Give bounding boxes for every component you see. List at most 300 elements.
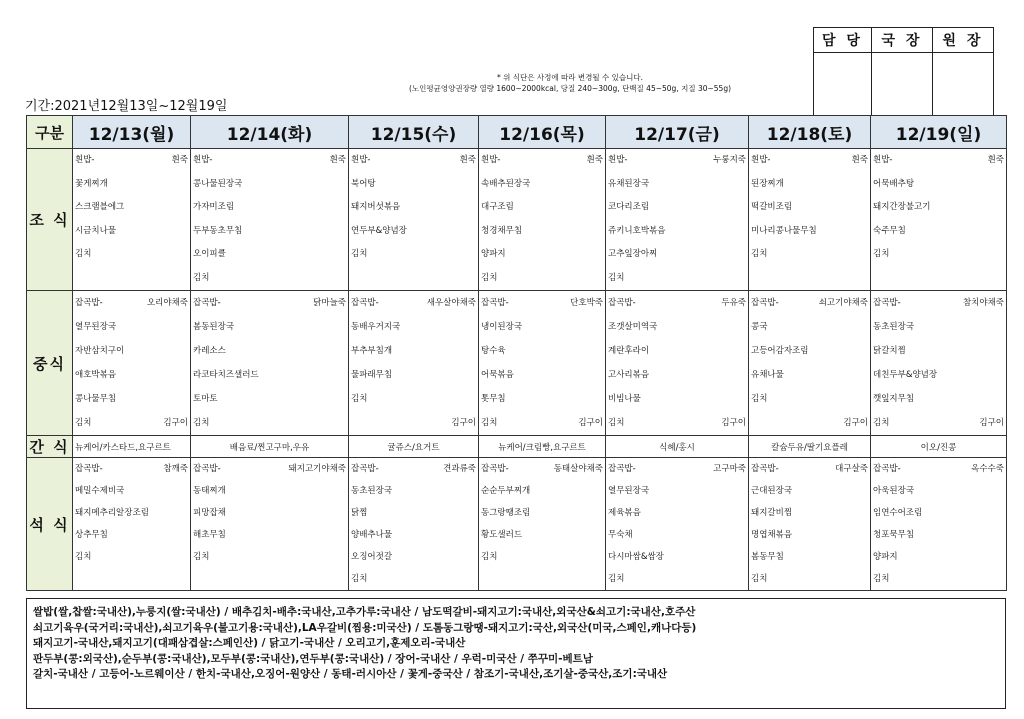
- snack-cell: 귤쥬스/요거트: [349, 436, 479, 458]
- menu-item: [871, 149, 1006, 173]
- menu-item: [479, 149, 605, 173]
- menu-item-text: 애호박볶음: [75, 370, 117, 380]
- menu-item-text: 스크램블에그: [75, 202, 125, 212]
- snack-cell: 이오/진콩: [871, 436, 1007, 458]
- day-header: 12/13(월): [73, 116, 191, 149]
- menu-item-alt: 견과류죽: [443, 464, 476, 474]
- menu-item: [749, 315, 870, 339]
- menu-item-alt: 쇠고기야채죽: [818, 298, 868, 308]
- menu-item-text: 메밀수제비국: [75, 486, 125, 496]
- menu-item: [871, 568, 1006, 590]
- menu-item-text: 김치: [481, 272, 498, 283]
- menu-item: [349, 173, 478, 197]
- menu-item-alt: 김구이: [843, 418, 868, 428]
- menu-item-alt: 흰죽: [459, 155, 476, 165]
- menu-item: [606, 315, 748, 339]
- menu-item: [73, 173, 190, 197]
- menu-item: [73, 196, 190, 220]
- menu-item-text: 황도샐러드: [481, 530, 523, 540]
- menu-item: [606, 267, 748, 291]
- menu-item-text: 탕수육: [481, 346, 506, 356]
- menu-item: [479, 196, 605, 220]
- menu-item: [871, 458, 1006, 480]
- menu-item: [349, 524, 478, 546]
- corner-header: 구분: [27, 116, 73, 149]
- menu-item-text: 명엽채볶음: [751, 530, 793, 540]
- approval-header-director: 국 장: [872, 28, 933, 53]
- notice: [330, 72, 810, 94]
- menu-item-text: 잡곡밥-: [751, 298, 779, 308]
- menu-item: [871, 315, 1006, 339]
- menu-item: [191, 149, 348, 173]
- menu-item-text: 청포묵무침: [873, 530, 915, 540]
- menu-item-text: 잡곡밥-: [873, 298, 901, 308]
- menu-item-text: 흰밥-: [608, 155, 628, 165]
- menu-item-alt: 흰죽: [987, 155, 1004, 165]
- menu-item-text: 양배추나물: [351, 530, 393, 540]
- menu-item-text: 유채나물: [751, 370, 784, 380]
- weekly-menu-table: [26, 115, 1007, 591]
- menu-item-text: 잡곡밥-: [193, 464, 221, 474]
- menu-item-text: 김치: [608, 272, 625, 283]
- menu-item-text: 잡곡밥-: [351, 298, 379, 308]
- menu-item: [606, 339, 748, 363]
- menu-item-alt: 흰죽: [586, 155, 603, 165]
- menu-item: [191, 458, 348, 480]
- menu-item-text: 무숙채: [608, 530, 633, 540]
- menu-item-text: 닭찜: [351, 508, 368, 518]
- menu-item-text: 된장찌개: [751, 178, 784, 189]
- menu-item-text: 자반삼치구이: [75, 346, 125, 356]
- menu-cell-lunch: [749, 291, 871, 436]
- menu-cell-dinner: [349, 458, 479, 591]
- menu-item-text: 잡곡밥-: [75, 464, 103, 474]
- origin-line: 쌀밥(쌀,찹쌀:국내산),누룽지(쌀:국내산) / 배추김치-배추:국내산,고추가루:국내산 / 남도떡갈비-돼지고기:국내산,외국산&쇠고기:국내산,호주산: [33, 606, 696, 618]
- menu-item: [73, 149, 190, 173]
- menu-item: [191, 524, 348, 546]
- menu-item-text: 부추부침개: [351, 346, 393, 356]
- menu-item-text: 동초된장국: [351, 486, 393, 496]
- menu-item: [349, 546, 478, 568]
- menu-item-text: 김치: [751, 249, 768, 259]
- menu-item-text: 열무된장국: [75, 322, 117, 332]
- menu-item: [479, 458, 605, 480]
- menu-item: [73, 291, 190, 315]
- menu-item-text: 돼지버섯볶음: [351, 202, 401, 212]
- menu-cell-lunch: [349, 291, 479, 436]
- menu-item-text: 미나리콩나물무침: [751, 225, 817, 236]
- origin-of-ingredients: [26, 598, 1006, 709]
- day-header: 12/18(토): [749, 116, 871, 149]
- menu-item: [349, 339, 478, 363]
- menu-item: [73, 546, 190, 568]
- menu-item-text: 오징어젓갈: [351, 552, 393, 562]
- menu-item: [479, 387, 605, 411]
- menu-item-text: 양파지: [481, 249, 506, 259]
- menu-item-alt: 새우살야채죽: [426, 298, 476, 308]
- approval-sign-manager[interactable]: [814, 53, 872, 116]
- menu-item: [349, 411, 478, 435]
- menu-item: [606, 546, 748, 568]
- menu-item-text: 가자미조림: [193, 202, 235, 212]
- menu-item: [749, 149, 870, 173]
- menu-item-text: 제육볶음: [608, 508, 641, 518]
- menu-item: [871, 220, 1006, 244]
- menu-item: [479, 524, 605, 546]
- menu-item-text: 열무된장국: [608, 486, 650, 496]
- period-label: 기간:2021년12월13일~12월19일: [25, 99, 228, 114]
- menu-item: [191, 480, 348, 502]
- menu-item-text: 김치: [75, 418, 92, 428]
- menu-item-text: 톳무침: [481, 394, 506, 404]
- menu-item-alt: 두유죽: [721, 298, 746, 308]
- snack-cell: 칼슘두유/딸기요플레: [749, 436, 871, 458]
- menu-item-text: 흰밥-: [75, 155, 95, 165]
- menu-item: [349, 363, 478, 387]
- menu-item-text: 계란후라이: [608, 346, 650, 356]
- menu-item: [73, 339, 190, 363]
- menu-item: [349, 196, 478, 220]
- menu-item: [606, 411, 748, 435]
- approval-box: [813, 27, 994, 116]
- menu-item: [191, 387, 348, 411]
- menu-item: [191, 173, 348, 197]
- origin-line: 돼지고기-국내산,돼지고기(대패삼겹살:스페인산) / 닭고기-국내산 / 오리고기,훈제오리-국내산: [33, 637, 466, 649]
- menu-item: [871, 524, 1006, 546]
- menu-item: [479, 315, 605, 339]
- menu-cell-lunch: [871, 291, 1007, 436]
- menu-item: [871, 196, 1006, 220]
- menu-cell-dinner: [73, 458, 191, 591]
- menu-cell-breakfast: [479, 149, 606, 291]
- menu-item-text: 콩나물된장국: [193, 178, 243, 189]
- menu-item: [606, 568, 748, 590]
- approval-header-head: 원 장: [933, 28, 994, 53]
- menu-item-text: 떡갈비조림: [751, 202, 793, 212]
- menu-item-alt: 흰죽: [171, 155, 188, 165]
- menu-item-text: 잡곡밥-: [481, 298, 509, 308]
- menu-item-text: 김치: [351, 249, 368, 259]
- menu-item-text: 카레소스: [193, 346, 226, 356]
- menu-cell-dinner: [191, 458, 349, 591]
- menu-item: [73, 387, 190, 411]
- menu-item-text: 봄동무침: [751, 552, 784, 562]
- menu-item-text: 동배우거지국: [351, 322, 401, 332]
- menu-cell-breakfast: [606, 149, 749, 291]
- menu-item: [73, 458, 190, 480]
- menu-item-text: 쥬키니호박볶음: [608, 225, 666, 236]
- menu-item-text: 상추무침: [75, 530, 108, 540]
- menu-item: [191, 339, 348, 363]
- menu-item-text: 돼지메추리알장조림: [75, 508, 149, 518]
- menu-item-text: 어묵볶음: [481, 370, 514, 380]
- menu-item: [749, 291, 870, 315]
- menu-item-text: 닭갈치찜: [873, 346, 906, 356]
- menu-item-text: 잡곡밥-: [351, 464, 379, 474]
- menu-item: [606, 363, 748, 387]
- approval-sign-director[interactable]: [872, 53, 933, 116]
- menu-item-text: 잡곡밥-: [751, 464, 779, 474]
- menu-item-alt: 닭마늘죽: [313, 298, 346, 308]
- menu-item: [479, 546, 605, 568]
- menu-item-text: 흰밥-: [351, 155, 371, 165]
- menu-item-alt: 대구살죽: [835, 464, 868, 474]
- menu-item: [349, 243, 478, 267]
- menu-cell-lunch: [73, 291, 191, 436]
- menu-item-text: 토마토: [193, 394, 218, 404]
- menu-item: [606, 149, 748, 173]
- menu-item-text: 김치: [193, 418, 210, 428]
- menu-item-text: 잡곡밥-: [481, 464, 509, 474]
- menu-item-text: 잡곡밥-: [193, 298, 221, 308]
- day-header: 12/14(화): [191, 116, 349, 149]
- day-header: 12/15(수): [349, 116, 479, 149]
- menu-item-text: 김치: [873, 574, 890, 584]
- menu-item-text: 김치: [351, 574, 368, 584]
- menu-cell-lunch: [479, 291, 606, 436]
- menu-item: [73, 502, 190, 524]
- menu-item-alt: 김구이: [163, 418, 188, 428]
- menu-item-text: 동초된장국: [873, 322, 915, 332]
- menu-item-text: 피망잡채: [193, 508, 226, 518]
- menu-item: [871, 411, 1006, 435]
- meal-label-dinner: 석 식: [27, 458, 73, 591]
- menu-item-text: 조갯살미역국: [608, 322, 658, 332]
- menu-item: [606, 220, 748, 244]
- menu-item: [606, 291, 748, 315]
- menu-item: [606, 387, 748, 411]
- menu-item-text: 콩나물무침: [75, 394, 117, 404]
- menu-item: [606, 480, 748, 502]
- menu-item-alt: 고구마죽: [713, 464, 746, 474]
- notice-line-2: (노인평균영양권장량 열량 1600~2000kcal, 당질 240~300g, 단백질 45~50g, 지질 30~55g): [408, 84, 732, 93]
- menu-item-alt: 김구이: [451, 418, 476, 428]
- menu-item-text: 김치: [751, 394, 768, 404]
- menu-item: [73, 315, 190, 339]
- menu-item-text: 속배추된장국: [481, 178, 531, 189]
- menu-item-alt: 동태살야채죽: [553, 464, 603, 474]
- snack-cell: 뉴케어/크림빵,요구르트: [479, 436, 606, 458]
- menu-item: [191, 243, 348, 267]
- menu-item-text: 해초무침: [193, 530, 226, 540]
- menu-item: [606, 173, 748, 197]
- menu-item-text: 김치: [608, 574, 625, 584]
- menu-item-text: 김치: [75, 552, 92, 562]
- menu-item: [349, 149, 478, 173]
- menu-item-alt: 김구이: [578, 418, 603, 428]
- menu-cell-dinner: [479, 458, 606, 591]
- menu-item-text: 김치: [873, 418, 890, 428]
- menu-item-alt: 오리야채죽: [146, 298, 188, 308]
- menu-item: [479, 363, 605, 387]
- menu-item: [479, 267, 605, 291]
- menu-item: [191, 196, 348, 220]
- menu-item-text: 돼지갈비찜: [751, 508, 793, 518]
- snack-cell: 뉴케어/카스타드,요구르트: [73, 436, 191, 458]
- menu-item: [749, 568, 870, 590]
- menu-item-text: 김치: [751, 574, 768, 584]
- notice-line-1: * 위 식단은 사정에 따라 변경될 수 있습니다.: [497, 73, 643, 82]
- menu-item-text: 아욱된장국: [873, 486, 915, 496]
- menu-item-text: 김치: [75, 249, 92, 259]
- menu-item-text: 잡곡밥-: [75, 298, 103, 308]
- menu-item-text: 다시마쌈&쌈장: [608, 552, 664, 562]
- menu-item-text: 어묵배추탕: [873, 178, 915, 189]
- menu-item-alt: 김구이: [721, 418, 746, 428]
- menu-item: [749, 502, 870, 524]
- menu-item: [749, 546, 870, 568]
- menu-cell-breakfast: [191, 149, 349, 291]
- menu-item-text: 근대된장국: [751, 486, 793, 496]
- menu-item: [606, 502, 748, 524]
- menu-item: [73, 220, 190, 244]
- menu-item: [191, 220, 348, 244]
- menu-item: [606, 243, 748, 267]
- menu-item-text: 고사리볶음: [608, 370, 650, 380]
- menu-item-text: 오이피클: [193, 249, 226, 259]
- menu-item: [871, 546, 1006, 568]
- menu-item-alt: 돼지고기야채죽: [288, 464, 346, 474]
- menu-item-text: 라코타치즈샐러드: [193, 370, 259, 380]
- meal-label-breakfast: 조 식: [27, 149, 73, 291]
- menu-item: [871, 339, 1006, 363]
- menu-item: [479, 173, 605, 197]
- menu-item-text: 흰밥-: [481, 155, 501, 165]
- menu-item: [479, 411, 605, 435]
- menu-item: [349, 480, 478, 502]
- approval-header-manager: 담 당: [814, 28, 872, 53]
- menu-item: [479, 291, 605, 315]
- menu-item: [606, 524, 748, 546]
- menu-item: [606, 196, 748, 220]
- origin-line: 판두부(콩:외국산),순두부(콩:국내산),모두부(콩:국내산),연두부(콩:국내산) / 장어-국내산 / 우럭-미국산 / 쭈꾸미-베트남: [33, 652, 593, 665]
- origin-line: 쇠고기육우(국거리:국내산),쇠고기육우(불고기용:국내산),LA우갈비(찜용:미국산) / 도톰동그랑땡-돼지고기:국산,외국산(미국,스페인,캐나다등): [33, 621, 697, 634]
- meal-label-lunch: 중식: [27, 291, 73, 436]
- menu-item-text: 김치: [351, 394, 368, 404]
- menu-item-text: 시금치나물: [75, 225, 117, 236]
- menu-item: [749, 173, 870, 197]
- menu-item-text: 흰밥-: [873, 155, 893, 165]
- menu-item: [349, 291, 478, 315]
- day-header: 12/19(일): [871, 116, 1007, 149]
- menu-cell-dinner: [749, 458, 871, 591]
- menu-item-text: 냉이된장국: [481, 322, 523, 332]
- menu-item: [749, 387, 870, 411]
- menu-item-text: 청경채무침: [481, 225, 523, 236]
- menu-item: [191, 315, 348, 339]
- menu-item: [191, 267, 348, 291]
- menu-item-text: 김치: [873, 249, 890, 259]
- menu-item-text: 고추잎장아찌: [608, 249, 658, 259]
- menu-item-text: 고등어감자조림: [751, 346, 809, 356]
- day-header: 12/17(금): [606, 116, 749, 149]
- menu-item: [871, 363, 1006, 387]
- menu-item: [749, 243, 870, 267]
- menu-item-alt: 김구이: [979, 418, 1004, 428]
- approval-sign-head[interactable]: [933, 53, 994, 116]
- menu-item-text: 데친두부&양념장: [873, 370, 938, 380]
- menu-item-text: 잡곡밥-: [608, 464, 636, 474]
- menu-item: [749, 480, 870, 502]
- menu-item: [749, 339, 870, 363]
- menu-item-alt: 흰죽: [329, 155, 346, 165]
- menu-item-alt: 누룽지죽: [713, 155, 746, 165]
- menu-item: [749, 524, 870, 546]
- menu-item-text: 잡곡밥-: [608, 298, 636, 308]
- menu-item-text: 코다리조림: [608, 202, 650, 212]
- menu-item: [191, 546, 348, 568]
- snack-cell: 배음료/찐고구마,우유: [191, 436, 349, 458]
- menu-item: [479, 339, 605, 363]
- menu-item: [749, 411, 870, 435]
- menu-item-text: 김치: [481, 552, 498, 562]
- menu-item-alt: 단호박죽: [570, 298, 603, 308]
- menu-item: [73, 363, 190, 387]
- menu-cell-breakfast: [871, 149, 1007, 291]
- menu-item-text: 꽃게찌개: [75, 178, 108, 189]
- origin-line: 갈치-국내산 / 고등어-노르웨이산 / 한치-국내산,오징어-원양산 / 동태-러시아산 / 꽃게-중국산 / 참조기-국내산,조기살-중국산,조기:국내산: [33, 668, 668, 680]
- menu-item-text: 김치: [193, 272, 210, 283]
- menu-cell-breakfast: [73, 149, 191, 291]
- menu-item-text: 흰밥-: [193, 155, 213, 165]
- menu-item-alt: 참깨죽: [163, 464, 188, 474]
- menu-item-alt: 흰죽: [851, 155, 868, 165]
- menu-item-text: 봄동된장국: [193, 322, 235, 332]
- menu-item: [73, 243, 190, 267]
- menu-item-text: 순순두부찌개: [481, 486, 531, 496]
- menu-item: [191, 411, 348, 435]
- menu-cell-lunch: [606, 291, 749, 436]
- menu-item-alt: 참치야채죽: [962, 298, 1004, 308]
- menu-item: [191, 502, 348, 524]
- menu-item-text: 물파래무침: [351, 370, 393, 380]
- menu-item-text: 숙주무침: [873, 225, 906, 236]
- menu-item: [349, 568, 478, 590]
- menu-item-text: 대구조림: [481, 202, 514, 212]
- menu-item-text: 깻잎지무침: [873, 394, 915, 404]
- menu-item: [871, 480, 1006, 502]
- menu-item-text: 흰밥-: [751, 155, 771, 165]
- snack-cell: 식혜/홍시: [606, 436, 749, 458]
- menu-item: [871, 173, 1006, 197]
- menu-item: [479, 243, 605, 267]
- meal-label-snack: 간 식: [27, 436, 73, 458]
- menu-item: [191, 363, 348, 387]
- menu-cell-breakfast: [349, 149, 479, 291]
- menu-item-text: 양파지: [873, 552, 898, 562]
- menu-cell-dinner: [871, 458, 1007, 591]
- menu-item: [749, 458, 870, 480]
- menu-item-text: 유채된장국: [608, 178, 650, 189]
- menu-item-text: 콩국: [751, 322, 768, 332]
- menu-item: [73, 524, 190, 546]
- menu-item: [349, 502, 478, 524]
- menu-item: [871, 387, 1006, 411]
- menu-item-text: 비빔나물: [608, 394, 641, 404]
- menu-item: [73, 480, 190, 502]
- menu-item: [349, 387, 478, 411]
- day-header: 12/16(목): [479, 116, 606, 149]
- menu-item: [479, 220, 605, 244]
- menu-item-text: 잡곡밥-: [873, 464, 901, 474]
- menu-item-text: 임연수어조림: [873, 508, 923, 518]
- menu-item: [606, 458, 748, 480]
- menu-item-text: 김치: [193, 552, 210, 562]
- menu-item-text: 연두부&양념장: [351, 225, 407, 236]
- menu-item: [749, 220, 870, 244]
- menu-item-text: 동태찌개: [193, 486, 226, 496]
- menu-item: [871, 502, 1006, 524]
